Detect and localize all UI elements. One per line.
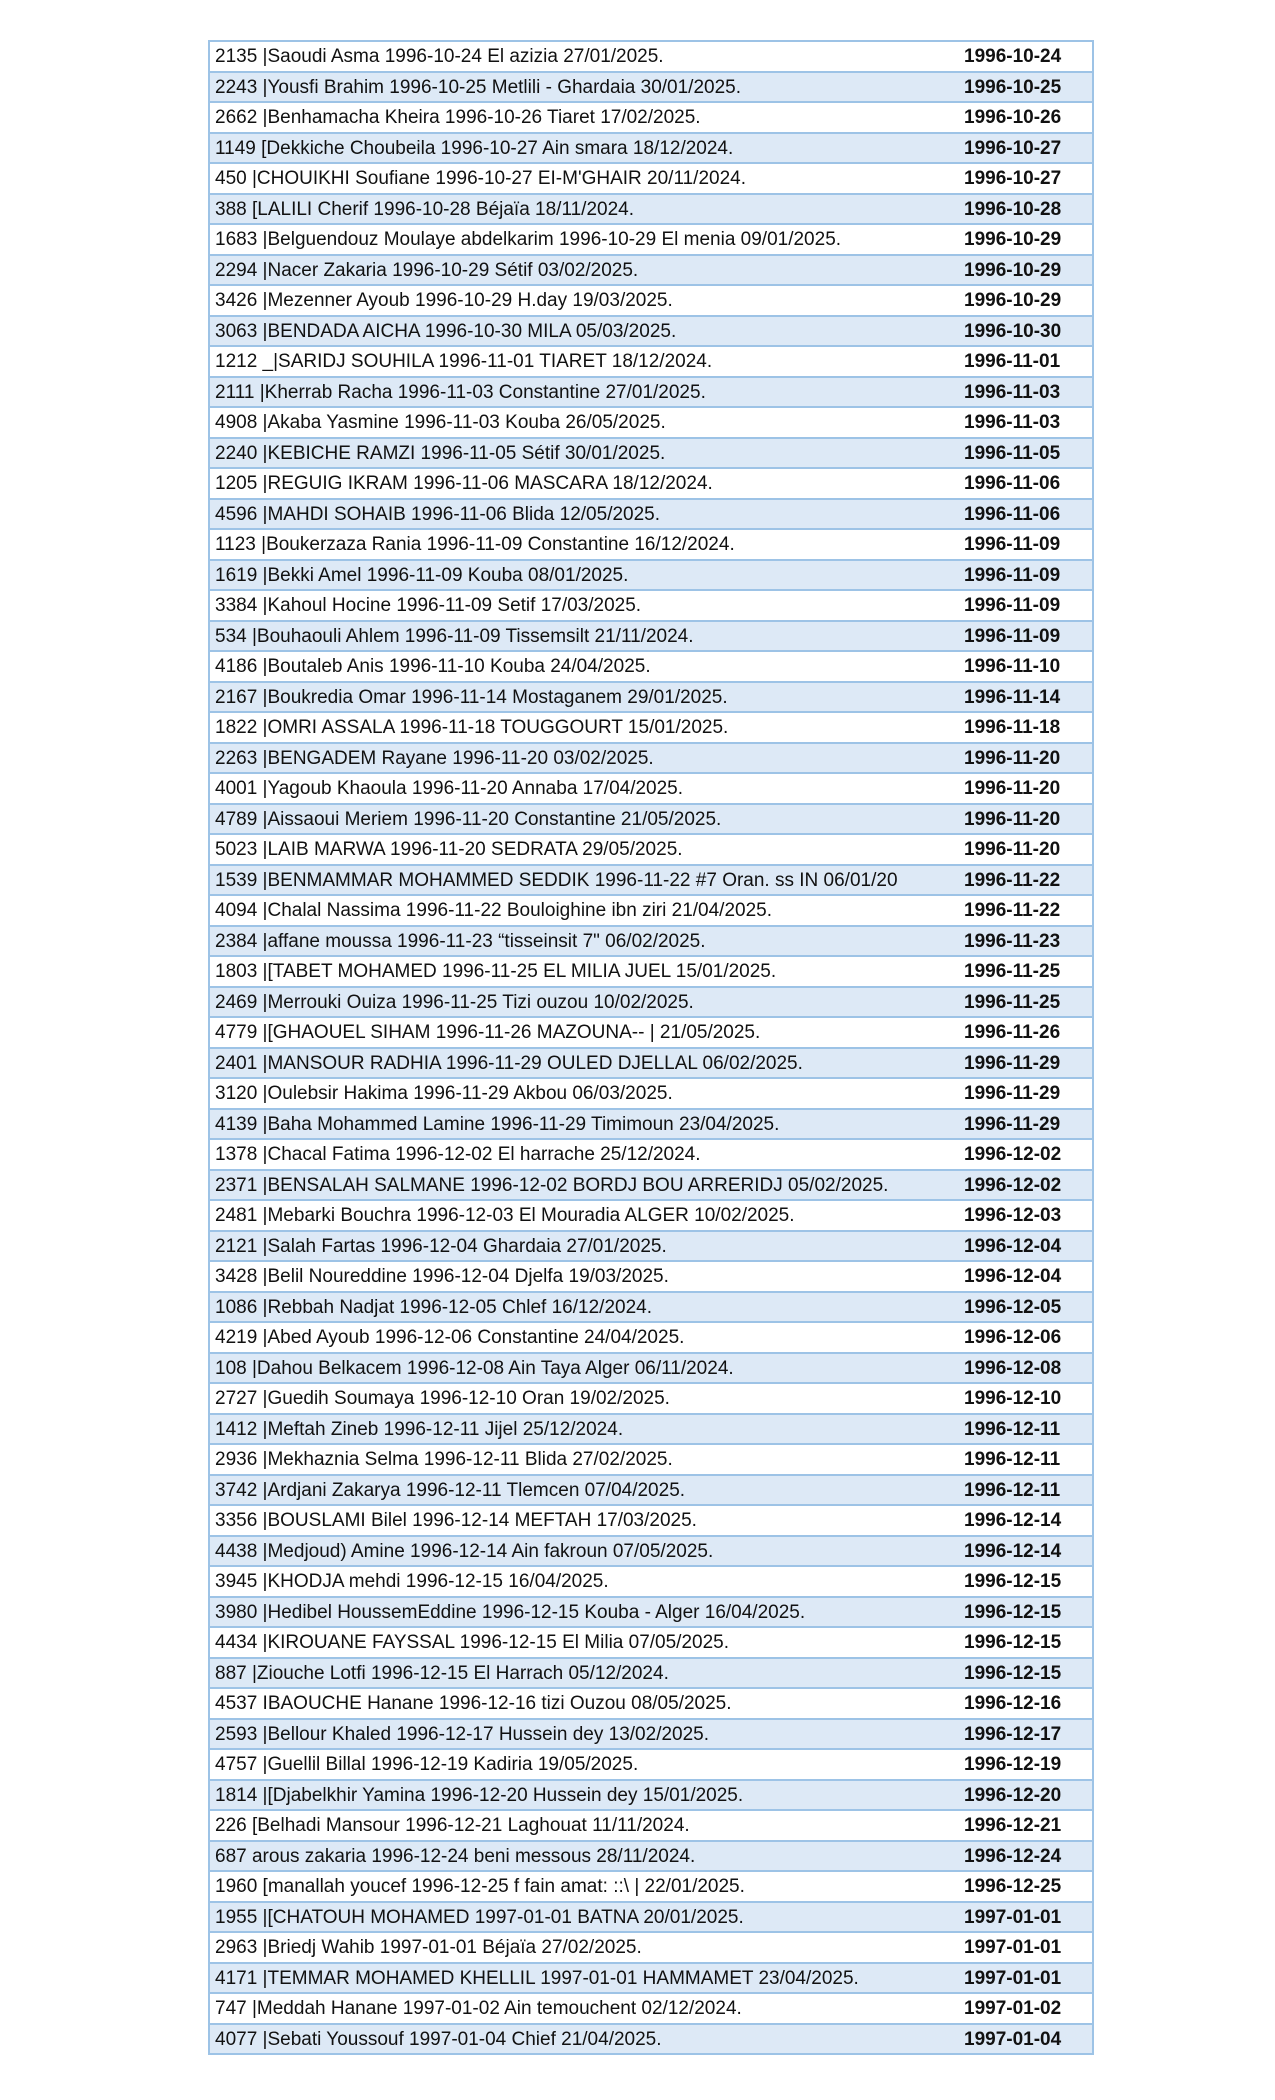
row-entry-text: 3384 |Kahoul Hocine 1996-11-09 Setif 17/03/2025. <box>215 595 642 616</box>
row-entry-text: 1378 |Chacal Fatima 1996-12-02 El harrache 25/12/2024. <box>215 1144 701 1165</box>
row-date: 1996-11-10 <box>964 656 1061 677</box>
row-date: 1996-10-25 <box>964 76 1062 98</box>
table-row <box>210 1811 1092 1842</box>
table-row <box>210 591 1092 622</box>
row-date: 1996-11-20 <box>964 808 1061 830</box>
table-row <box>210 1567 1092 1598</box>
row-date: 1996-10-27 <box>964 168 1062 189</box>
row-entry-text: 1086 |Rebbah Nadjat 1996-12-05 Chlef 16/12/2024. <box>215 1296 652 1318</box>
table-row <box>210 1232 1092 1263</box>
row-entry-text: 2121 |Salah Fartas 1996-12-04 Ghardaia 27/01/2025. <box>215 1235 667 1257</box>
table-row <box>210 469 1092 500</box>
table-row <box>210 42 1092 73</box>
row-date: 1996-10-24 <box>964 46 1062 67</box>
row-entry-text: 2727 |Guedih Soumaya 1996-12-10 Oran 19/02/2025. <box>215 1388 670 1409</box>
table-row <box>210 1476 1092 1507</box>
row-entry-text: 1822 |OMRI ASSALA 1996-11-18 TOUGGOURT 15/01/2025. <box>215 717 729 738</box>
table-row <box>210 134 1092 165</box>
row-entry-text: 747 |Meddah Hanane 1997-01-02 Ain temouchent 02/12/2024. <box>215 1998 742 2019</box>
row-date: 1996-11-20 <box>964 778 1061 799</box>
row-date: 1996-12-06 <box>964 1327 1062 1348</box>
row-entry-text: 4779 |[GHAOUEL SIHAM 1996-11-26 MAZOUNA-- | 21/05/2025. <box>215 1022 761 1043</box>
table-row <box>210 500 1092 531</box>
row-entry-text: 4186 |Boutaleb Anis 1996-11-10 Kouba 24/04/2025. <box>215 656 651 677</box>
table-row <box>210 652 1092 683</box>
row-entry-text: 1619 |Bekki Amel 1996-11-09 Kouba 08/01/2025. <box>215 564 629 586</box>
row-date: 1996-11-23 <box>964 930 1061 952</box>
row-entry-text: 4219 |Abed Ayoub 1996-12-06 Constantine 24/04/2025. <box>215 1327 685 1348</box>
row-entry-text: 4139 |Baha Mohammed Lamine 1996-11-29 Timimoun 23/04/2025. <box>215 1113 780 1135</box>
row-entry-text: 4789 |Aissaoui Meriem 1996-11-20 Constantine 21/05/2025. <box>215 808 722 830</box>
table-row <box>210 225 1092 256</box>
table-row <box>210 713 1092 744</box>
table-row <box>210 866 1092 897</box>
row-date: 1997-01-01 <box>964 1967 1062 1989</box>
row-date: 1996-10-29 <box>964 259 1062 281</box>
table-row <box>210 1994 1092 2025</box>
row-date: 1997-01-01 <box>964 1906 1062 1928</box>
row-date: 1996-11-09 <box>964 564 1061 586</box>
row-date: 1996-12-10 <box>964 1388 1062 1409</box>
row-entry-text: 2243 |Yousfi Brahim 1996-10-25 Metlili - Ghardaia 30/01/2025. <box>215 76 742 98</box>
row-entry-text: 1149 [Dekkiche Choubeila 1996-10-27 Ain smara 18/12/2024. <box>215 137 734 159</box>
table-row <box>210 1933 1092 1964</box>
row-entry-text: 1955 |[CHATOUH MOHAMED 1997-01-01 BATNA 20/01/2025. <box>215 1906 744 1928</box>
table-row <box>210 1384 1092 1415</box>
row-entry-text: 4757 |Guellil Billal 1996-12-19 Kadiria 19/05/2025. <box>215 1754 639 1775</box>
table-row <box>210 774 1092 805</box>
row-date: 1996-11-03 <box>964 381 1061 403</box>
row-date: 1996-11-29 <box>964 1083 1061 1104</box>
row-date: 1996-10-29 <box>964 290 1062 311</box>
row-entry-text: 4537 IBAOUCHE Hanane 1996-12-16 tizi Ouzou 08/05/2025. <box>215 1693 732 1714</box>
row-date: 1996-10-28 <box>964 198 1062 220</box>
row-entry-text: 1539 |BENMAMMAR MOHAMMED SEDDIK 1996-11-22 #7 Oran. ss IN 06/01/20 <box>215 869 898 891</box>
row-date: 1996-12-16 <box>964 1693 1062 1714</box>
row-date: 1996-11-20 <box>964 747 1061 769</box>
row-entry-text: 2111 |Kherrab Racha 1996-11-03 Constantine 27/01/2025. <box>215 381 706 403</box>
row-date: 1996-11-26 <box>964 1022 1061 1043</box>
row-date: 1996-12-24 <box>964 1845 1062 1867</box>
row-date: 1996-12-17 <box>964 1723 1062 1745</box>
table-row <box>210 1445 1092 1476</box>
table-row <box>210 1842 1092 1873</box>
row-date: 1996-11-29 <box>964 1113 1061 1135</box>
row-entry-text: 4438 |Medjoud) Amine 1996-12-14 Ain fakroun 07/05/2025. <box>215 1540 714 1562</box>
row-entry-text: 1412 |Meftah Zineb 1996-12-11 Jijel 25/12/2024. <box>215 1418 624 1440</box>
row-date: 1996-11-09 <box>964 625 1061 647</box>
table-row <box>210 1720 1092 1751</box>
row-entry-text: 534 |Bouhaouli Ahlem 1996-11-09 Tissemsilt 21/11/2024. <box>215 625 694 647</box>
row-entry-text: 4434 |KIROUANE FAYSSAL 1996-12-15 El Milia 07/05/2025. <box>215 1632 730 1653</box>
row-date: 1996-12-11 <box>964 1479 1061 1501</box>
table-row <box>210 286 1092 317</box>
row-entry-text: 3356 |BOUSLAMI Bilel 1996-12-14 MEFTAH 17/03/2025. <box>215 1510 697 1531</box>
row-date: 1996-11-06 <box>964 503 1061 525</box>
row-entry-text: 2135 |Saoudi Asma 1996-10-24 El azizia 27/01/2025. <box>215 46 664 67</box>
row-entry-text: 2481 |Mebarki Bouchra 1996-12-03 El Mouradia ALGER 10/02/2025. <box>215 1205 795 1226</box>
row-date: 1996-12-20 <box>964 1784 1062 1806</box>
row-entry-text: 5023 |LAIB MARWA 1996-11-20 SEDRATA 29/05/2025. <box>215 839 683 860</box>
row-date: 1996-11-09 <box>964 534 1061 555</box>
table-row <box>210 1201 1092 1232</box>
row-date: 1996-11-22 <box>964 900 1061 921</box>
row-entry-text: 887 |Ziouche Lotfi 1996-12-15 El Harrach 05/12/2024. <box>215 1662 669 1684</box>
row-entry-text: 4171 |TEMMAR MOHAMED KHELLIL 1997-01-01 HAMMAMET 23/04/2025. <box>215 1967 859 1989</box>
table-row <box>210 835 1092 866</box>
row-date: 1996-12-02 <box>964 1144 1062 1165</box>
row-entry-text: 1683 |Belguendouz Moulaye abdelkarim 1996-10-29 El menia 09/01/2025. <box>215 229 842 250</box>
row-entry-text: 450 |CHOUIKHI Soufiane 1996-10-27 EI-M'GHAIR 20/11/2024. <box>215 168 746 189</box>
table-row <box>210 1140 1092 1171</box>
table-row <box>210 988 1092 1019</box>
row-date: 1996-12-15 <box>964 1662 1062 1684</box>
table-row <box>210 73 1092 104</box>
row-entry-text: 226 [Belhadi Mansour 1996-12-21 Laghouat 11/11/2024. <box>215 1815 690 1836</box>
table-row <box>210 1354 1092 1385</box>
table-row <box>210 1872 1092 1903</box>
row-date: 1996-11-09 <box>964 595 1061 616</box>
table-row <box>210 1598 1092 1629</box>
row-entry-text: 3742 |Ardjani Zakarya 1996-12-11 Tlemcen 07/04/2025. <box>215 1479 686 1501</box>
row-entry-text: 4094 |Chalal Nassima 1996-11-22 Bouloighine ibn ziri 21/04/2025. <box>215 900 773 921</box>
row-entry-text: 2240 |KEBICHE RAMZI 1996-11-05 Sétif 30/01/2025. <box>215 442 666 464</box>
row-date: 1996-12-11 <box>964 1449 1061 1470</box>
table-row <box>210 439 1092 470</box>
row-entry-text: 108 |Dahou Belkacem 1996-12-08 Ain Taya Alger 06/11/2024. <box>215 1357 734 1379</box>
row-date: 1996-11-18 <box>964 717 1061 738</box>
table-row <box>210 744 1092 775</box>
table-row <box>210 561 1092 592</box>
row-entry-text: 2167 |Boukredia Omar 1996-11-14 Mostaganem 29/01/2025. <box>215 686 728 708</box>
row-date: 1996-11-06 <box>964 473 1061 494</box>
row-date: 1996-11-25 <box>964 991 1061 1013</box>
row-date: 1996-12-08 <box>964 1357 1062 1379</box>
table-row <box>210 1781 1092 1812</box>
row-entry-text: 3426 |Mezenner Ayoub 1996-10-29 H.day 19/03/2025. <box>215 290 673 311</box>
row-date: 1996-12-02 <box>964 1174 1062 1196</box>
row-date: 1996-12-15 <box>964 1632 1062 1653</box>
row-date: 1996-10-27 <box>964 137 1062 159</box>
row-entry-text: 3980 |Hedibel HoussemEddine 1996-12-15 Kouba - Alger 16/04/2025. <box>215 1601 806 1623</box>
row-date: 1996-11-14 <box>964 686 1061 708</box>
table-row <box>210 2025 1092 2056</box>
row-date: 1997-01-01 <box>964 1937 1062 1958</box>
table-row <box>210 195 1092 226</box>
row-entry-text: 388 [LALILI Cherif 1996-10-28 Béjaïa 18/11/2024. <box>215 198 635 220</box>
row-entry-text: 4908 |Akaba Yasmine 1996-11-03 Kouba 26/05/2025. <box>215 412 666 433</box>
table-row <box>210 164 1092 195</box>
table-row <box>210 1659 1092 1690</box>
row-entry-text: 2936 |Mekhaznia Selma 1996-12-11 Blida 27/02/2025. <box>215 1449 673 1470</box>
row-date: 1996-11-03 <box>964 412 1061 433</box>
row-date: 1996-12-04 <box>964 1266 1062 1287</box>
row-entry-text: 3120 |Oulebsir Hakima 1996-11-29 Akbou 06/03/2025. <box>215 1083 673 1104</box>
row-date: 1996-12-25 <box>964 1876 1062 1897</box>
table-row <box>210 1262 1092 1293</box>
row-date: 1996-12-15 <box>964 1601 1062 1623</box>
row-date: 1996-10-26 <box>964 107 1062 128</box>
table-row <box>210 1628 1092 1659</box>
row-entry-text: 4001 |Yagoub Khaoula 1996-11-20 Annaba 17/04/2025. <box>215 778 684 799</box>
table-row <box>210 1689 1092 1720</box>
row-date: 1996-12-14 <box>964 1510 1062 1531</box>
table-row <box>210 378 1092 409</box>
row-entry-text: 2263 |BENGADEM Rayane 1996-11-20 03/02/2025. <box>215 747 654 769</box>
row-entry-text: 3063 |BENDADA AICHA 1996-10-30 MILA 05/03/2025. <box>215 320 677 342</box>
row-date: 1996-11-29 <box>964 1052 1061 1074</box>
row-date: 1996-12-04 <box>964 1235 1062 1257</box>
row-date: 1996-12-14 <box>964 1540 1062 1562</box>
row-entry-text: 2662 |Benhamacha Kheira 1996-10-26 Tiaret 17/02/2025. <box>215 107 701 128</box>
row-date: 1996-11-01 <box>964 351 1061 372</box>
table-row <box>210 530 1092 561</box>
table-row <box>210 805 1092 836</box>
table-row <box>210 1537 1092 1568</box>
table-row <box>210 103 1092 134</box>
table-row <box>210 1506 1092 1537</box>
table-row <box>210 408 1092 439</box>
row-entry-text: 4077 |Sebati Youssouf 1997-01-04 Chief 21/04/2025. <box>215 2028 662 2050</box>
row-entry-text: 2963 |Briedj Wahib 1997-01-01 Béjaïa 27/02/2025. <box>215 1937 642 1958</box>
row-date: 1996-12-15 <box>964 1571 1062 1592</box>
table-row <box>210 1018 1092 1049</box>
row-date: 1997-01-02 <box>964 1998 1062 2019</box>
row-entry-text: 2469 |Merrouki Ouiza 1996-11-25 Tizi ouzou 10/02/2025. <box>215 991 694 1013</box>
table-row <box>210 1049 1092 1080</box>
table-row <box>210 1750 1092 1781</box>
row-entry-text: 2593 |Bellour Khaled 1996-12-17 Hussein dey 13/02/2025. <box>215 1723 710 1745</box>
row-date: 1997-01-04 <box>964 2028 1062 2050</box>
table-row <box>210 927 1092 958</box>
table-row <box>210 1415 1092 1446</box>
row-entry-text: 2384 |affane moussa 1996-11-23 “tisseinsit 7" 06/02/2025. <box>215 930 706 952</box>
table-row <box>210 1964 1092 1995</box>
row-entry-text: 3428 |Belil Noureddine 1996-12-04 Djelfa 19/03/2025. <box>215 1266 669 1287</box>
row-date: 1996-11-20 <box>964 839 1061 860</box>
row-date: 1996-12-21 <box>964 1815 1062 1836</box>
row-entry-text: 1205 |REGUIG IKRAM 1996-11-06 MASCARA 18/12/2024. <box>215 473 713 494</box>
table-row <box>210 1171 1092 1202</box>
row-entry-text: 4596 |MAHDI SOHAIB 1996-11-06 Blida 12/05/2025. <box>215 503 661 525</box>
table-row <box>210 683 1092 714</box>
table-row <box>210 1293 1092 1324</box>
row-entry-text: 2371 |BENSALAH SALMANE 1996-12-02 BORDJ BOU ARRERIDJ 05/02/2025. <box>215 1174 889 1196</box>
row-entry-text: 687 arous zakaria 1996-12-24 beni messous 28/11/2024. <box>215 1845 696 1867</box>
table-row <box>210 1110 1092 1141</box>
row-entry-text: 1960 [manallah youcef 1996-12-25 f fain amat: ::\ | 22/01/2025. <box>215 1876 745 1897</box>
row-entry-text: 2294 |Nacer Zakaria 1996-10-29 Sétif 03/02/2025. <box>215 259 639 281</box>
table-row <box>210 957 1092 988</box>
table-row <box>210 1079 1092 1110</box>
row-date: 1996-10-30 <box>964 320 1062 342</box>
row-date: 1996-12-11 <box>964 1418 1061 1440</box>
row-date: 1996-12-05 <box>964 1296 1062 1318</box>
table-row <box>210 317 1092 348</box>
row-entry-text: 2401 |MANSOUR RADHIA 1996-11-29 OULED DJELLAL 06/02/2025. <box>215 1052 803 1074</box>
row-date: 1996-12-03 <box>964 1205 1062 1226</box>
table-row <box>210 896 1092 927</box>
row-date: 1996-11-05 <box>964 442 1061 464</box>
table-row <box>210 347 1092 378</box>
row-entry-text: 3945 |KHODJA mehdi 1996-12-15 16/04/2025. <box>215 1571 609 1592</box>
row-date: 1996-10-29 <box>964 229 1062 250</box>
table-row <box>210 1323 1092 1354</box>
table-row <box>210 622 1092 653</box>
row-date: 1996-11-22 <box>964 869 1061 891</box>
row-entry-text: 1803 |[TABET MOHAMED 1996-11-25 EL MILIA JUEL 15/01/2025. <box>215 961 777 982</box>
row-date: 1996-12-19 <box>964 1754 1062 1775</box>
table-row <box>210 1903 1092 1934</box>
row-entry-text: 1212 _|SARIDJ SOUHILA 1996-11-01 TIARET 18/12/2024. <box>215 351 713 372</box>
table-row <box>210 256 1092 287</box>
row-date: 1996-11-25 <box>964 961 1061 982</box>
row-entry-text: 1814 |[Djabelkhir Yamina 1996-12-20 Hussein dey 15/01/2025. <box>215 1784 744 1806</box>
data-table <box>208 40 1094 2055</box>
row-entry-text: 1123 |Boukerzaza Rania 1996-11-09 Constantine 16/12/2024. <box>215 534 735 555</box>
